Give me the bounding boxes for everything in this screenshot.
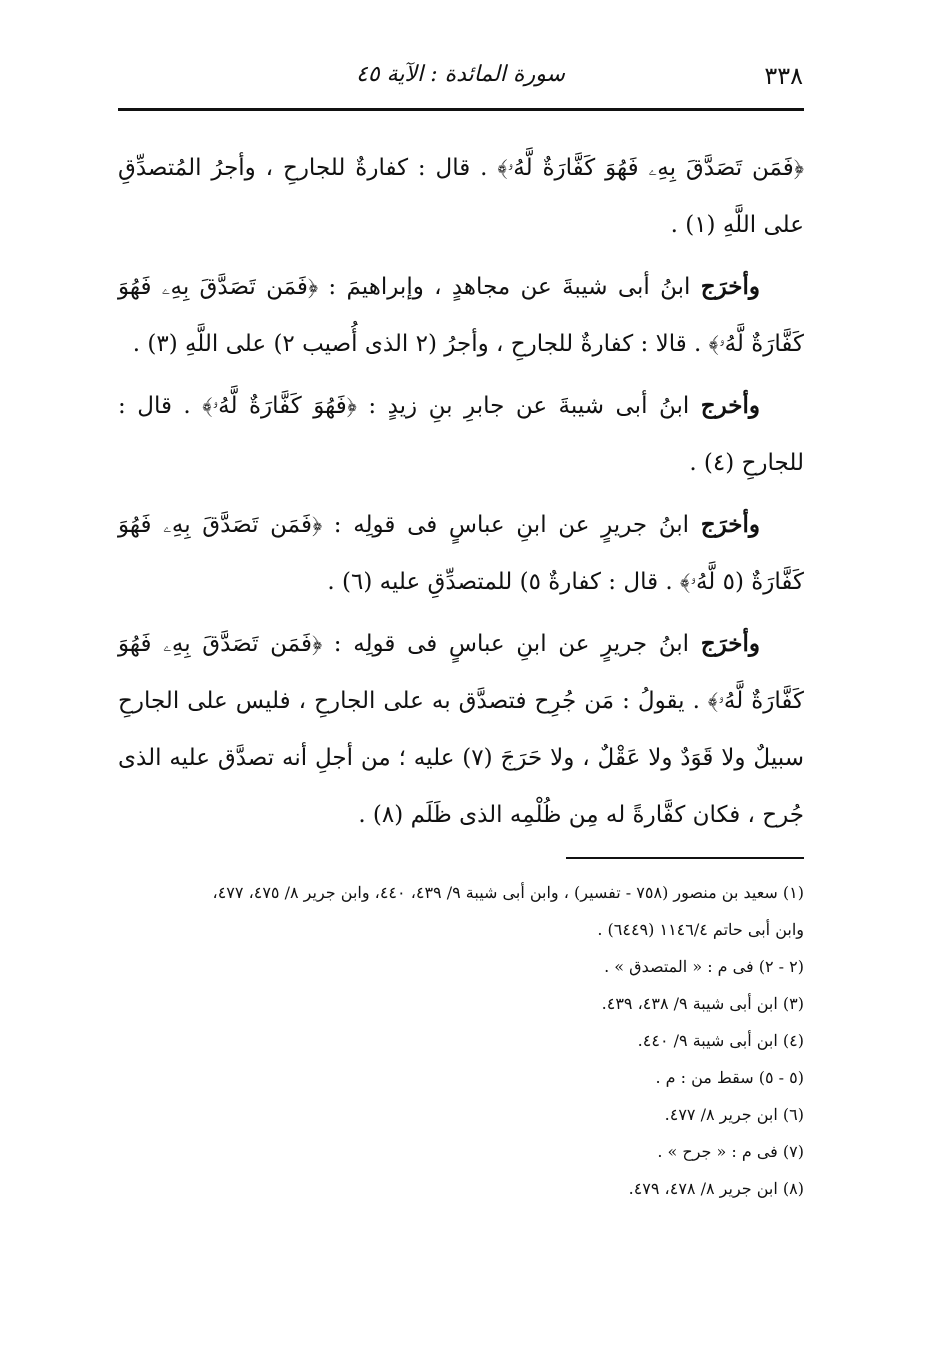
paragraph-text: ابنُ جريرٍ عن ابنِ عباسٍ فى قولِه : ﴿فَمَن تَصَدَّقَ بِهِۦ فَهُوَ كَفَّارَةٌ لَّهُۥ﴾ . يقولُ : مَن جُرِح فتصدَّق به على الجارحِ ، فليس على الجارحِ سبيلٌ ولا قَوَدٌ ولا عَقْلٌ ، ولا حَرَجَ (٧) عليه ؛ من أجلِ أنه تصدَّق عليه الذى جُرح ، فكان كفَّارةً له مِن ظُلْمِه الذى ظَلَم (٨) . <box>118 631 804 828</box>
footnote-7: (٧) فى م : « جرح » . <box>657 1142 804 1161</box>
footnote-5: (٥ - ٥) سقط من : م . <box>655 1068 804 1087</box>
main-text <box>118 140 804 848</box>
running-title: سورة المائدة : الآية ٤٥ <box>356 62 565 87</box>
paragraph-lead: وأخرَج <box>700 511 760 538</box>
page-number: ٣٣٨ <box>764 62 803 90</box>
paragraph-text: ﴿فَمَن تَصَدَّقَ بِهِۦ فَهُوَ كَفَّارَةٌ لَّهُۥ﴾ . قال : كفارةٌ للجارحِ ، وأجرُ المُتصدِّقِ على اللَّهِ (١) . <box>118 155 804 238</box>
paragraph-lead: وأخرَج <box>700 273 760 300</box>
footnote-2: (٢ - ٢) فى م : « المتصدق » . <box>604 957 804 976</box>
footnote-3: (٣) ابن أبى شيبة ٩/ ٤٣٨، ٤٣٩. <box>601 994 804 1013</box>
footnote-1-continued: وابن أبى حاتم ١١٤٦/٤ (٦٤٤٩) . <box>597 920 804 939</box>
paragraph-text: ابنُ جريرٍ عن ابنِ عباسٍ فى قولِه : ﴿فَمَن تَصَدَّقَ بِهِۦ فَهُوَ كَفَّارَةٌ (٥ لَّهُۥ﴾ . قال : كفارةٌ ٥) للمتصدِّقِ عليه (٦) . <box>118 512 804 595</box>
paragraph-4 <box>118 496 804 611</box>
paragraph-3 <box>118 377 804 492</box>
footnote-8: (٨) ابن جرير ٨/ ٤٧٨، ٤٧٩. <box>628 1179 804 1198</box>
paragraph-5 <box>118 615 804 844</box>
paragraph-1 <box>118 140 804 254</box>
paragraph-text: ابنُ أبى شيبةَ عن مجاهدٍ ، وإبراهيمَ : ﴿فَمَن تَصَدَّقَ بِهِۦ فَهُوَ كَفَّارَةٌ لَّهُۥ﴾ . قالا : كفارةٌ للجارحِ ، وأجرُ (٢ الذى أُصيب ٢) على اللَّهِ (٣) . <box>118 274 804 357</box>
paragraph-lead: وأخرج <box>700 392 760 419</box>
footnote-1: (١) سعيد بن منصور (٧٥٨ - تفسير) ، وابن أبى شيبة ٩/ ٤٣٩، ٤٤٠، وابن جرير ٨/ ٤٧٥، ٤٧٧، <box>212 883 804 902</box>
page-header <box>118 58 803 102</box>
header-divider <box>118 108 804 111</box>
footnote-4: (٤) ابن أبى شيبة ٩/ ٤٤٠. <box>637 1031 804 1050</box>
paragraph-2 <box>118 258 804 373</box>
footnotes <box>118 874 804 1207</box>
footnote-6: (٦) ابن جرير ٨/ ٤٧٧. <box>664 1105 804 1124</box>
footnote-divider <box>566 857 804 859</box>
paragraph-lead: وأخرَج <box>700 630 760 657</box>
paragraph-text: ابنُ أبى شيبةَ عن جابرِ بنِ زيدٍ : ﴿فَهُوَ كَفَّارَةٌ لَّهُۥ﴾ . قال : للجارحِ (٤) . <box>118 393 804 476</box>
